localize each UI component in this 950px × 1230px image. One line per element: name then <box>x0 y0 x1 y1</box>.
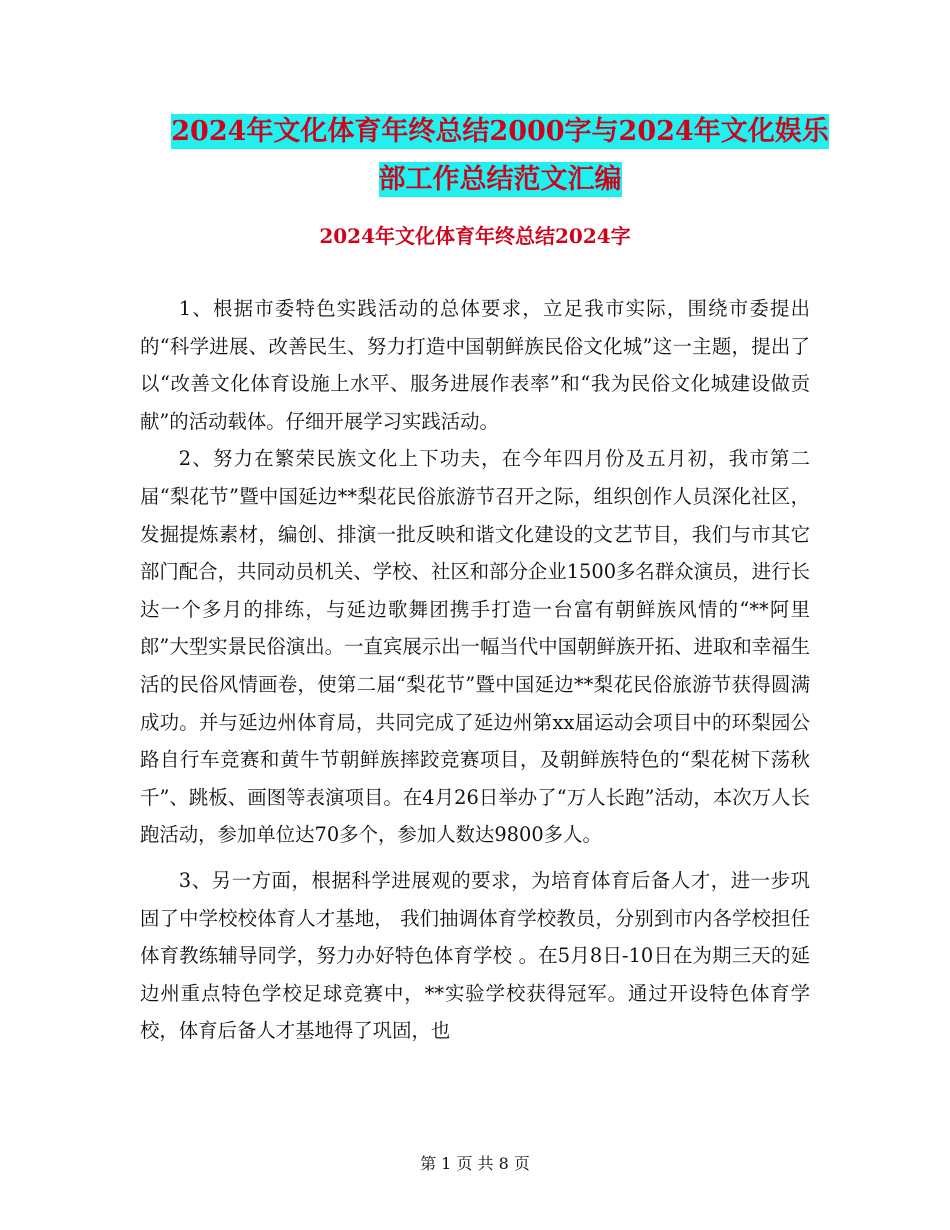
paragraph-3: 3、另一方面，根据科学进展观的要求，为培育体育后备人才，进一步巩固了中学校校体育人才基地， 我们抽调体育学校教员，分别到市内各学校担任体育教练辅导同学，努力办好特色体育学校 。在5月8日-10日在为期三天的延边州重点特色学校足球竞赛中，**实验学校获得冠军。通过开设特色体育学校，体育后备人才基地得了巩固，也 <box>140 868 810 1043</box>
document-title-line-1: 2024年文化体育年终总结2000字与2024年文化娱乐 <box>171 116 829 147</box>
paragraph-2: 2、努力在繁荣民族文化上下功夫，在今年四月份及五月初，我市第二届“梨花节”暨中国延边**梨花民俗旅游节召开之际，组织创作人员深化社区，发掘提炼素材，编创、排演一批反映和谐文化建设的文艺节目，我们与市其它部门配合，共同动员机关、学校、社区和部分企业1500多名群众演员，进行长达一个多月的排练，与延边歌舞团携手打造一台富有朝鲜族风情的“**阿里郎”大型实景民俗演出。一直宾展示出一幅当代中国朝鲜族开拓、进取和幸福生活的民俗风情画卷，使第二届“梨花节”暨中国延边**梨花民俗旅游节获得圆满成功。并与延边州体育局，共同完成了延边州第xx届运动会项目中的环梨园公路自行车竞赛和黄牛节朝鲜族摔跤竞赛项目，及朝鲜族特色的“梨花树下荡秋千”、跳板、画图等表演项目。在4月26日举办了“万人长跑”活动，本次万人长跑活动，参加单位达70多个，参加人数达9800多人。 <box>140 447 810 847</box>
page-footer: 第 1 页 共 8 页 <box>420 1154 530 1173</box>
paragraph-1: 1、根据市委特色实践活动的总体要求，立足我市实际，围绕市委提出的“科学进展、改善民生、努力打造中国朝鲜族民俗文化城”这一主题，提出了以“改善文化体育设施上水平、服务进展作表率”和“我为民俗文化城建设做贡献”的活动载体。仔细开展学习实践活动。 <box>140 297 810 433</box>
document-title <box>120 108 880 204</box>
document-title-line-2: 部工作总结范文汇编 <box>378 164 622 195</box>
document-body <box>140 290 810 1050</box>
section-title: 2024年文化体育年终总结2024字 <box>319 224 631 248</box>
